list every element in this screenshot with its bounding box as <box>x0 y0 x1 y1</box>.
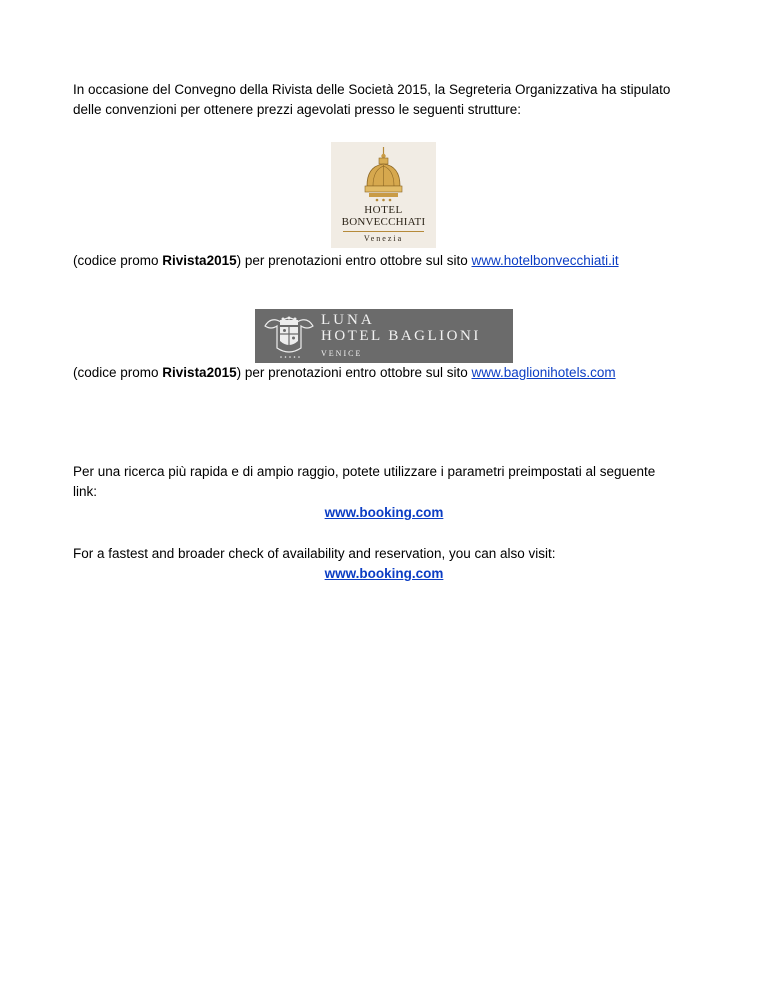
link-booking-en[interactable]: www.booking.com <box>324 566 444 581</box>
promo-suffix: ) per prenotazioni entro ottobre sul sito <box>236 365 472 380</box>
logo-divider <box>343 231 424 232</box>
logo-text-luna: LUNA <box>321 312 375 328</box>
search-it-line-2: link: <box>73 484 98 499</box>
promo-suffix: ) per prenotazioni entro ottobre sul sito <box>236 253 472 268</box>
logo-text-city: VENICE <box>321 349 363 358</box>
promo-line-bonvecchiati <box>73 251 619 271</box>
promo-prefix: (codice promo <box>73 253 163 268</box>
intro-line-2: delle convenzioni per ottenere prezzi agevolati presso le seguenti strutture: <box>73 102 522 117</box>
promo-line-baglioni <box>73 363 616 383</box>
crest-icon <box>261 312 317 360</box>
promo-code: Rivista2015 <box>162 365 237 380</box>
search-it-link-row <box>0 503 768 523</box>
link-baglionihotels[interactable]: www.baglionihotels.com <box>471 365 616 380</box>
link-hotelbonvecchiati[interactable]: www.hotelbonvecchiati.it <box>471 253 619 268</box>
promo-code: Rivista2015 <box>162 253 237 268</box>
promo-prefix: (codice promo <box>73 365 163 380</box>
search-en-text: For a fastest and broader check of availability and reservation, you can also visit: <box>73 546 556 561</box>
intro-line-1: In occasione del Convegno della Rivista delle Società 2015, la Segreteria Organizzativa ha stipulato <box>73 82 671 97</box>
logo-text-hotel: HOTEL <box>364 204 403 216</box>
logo-text-city: Venezia <box>363 234 404 243</box>
hotel-bonvecchiati-logo <box>331 142 436 248</box>
search-it-line-1: Per una ricerca più rapida e di ampio raggio, potete utilizzare i parametri preimpostati al seguente <box>73 464 656 479</box>
link-booking-it[interactable]: www.booking.com <box>324 505 444 520</box>
logo-text-name: HOTEL BAGLIONI <box>321 328 481 344</box>
logo-text-name: BONVECCHIATI <box>341 216 426 228</box>
search-en-link-row <box>0 564 768 584</box>
luna-hotel-baglioni-logo <box>255 309 513 363</box>
dome-icon <box>331 142 436 204</box>
